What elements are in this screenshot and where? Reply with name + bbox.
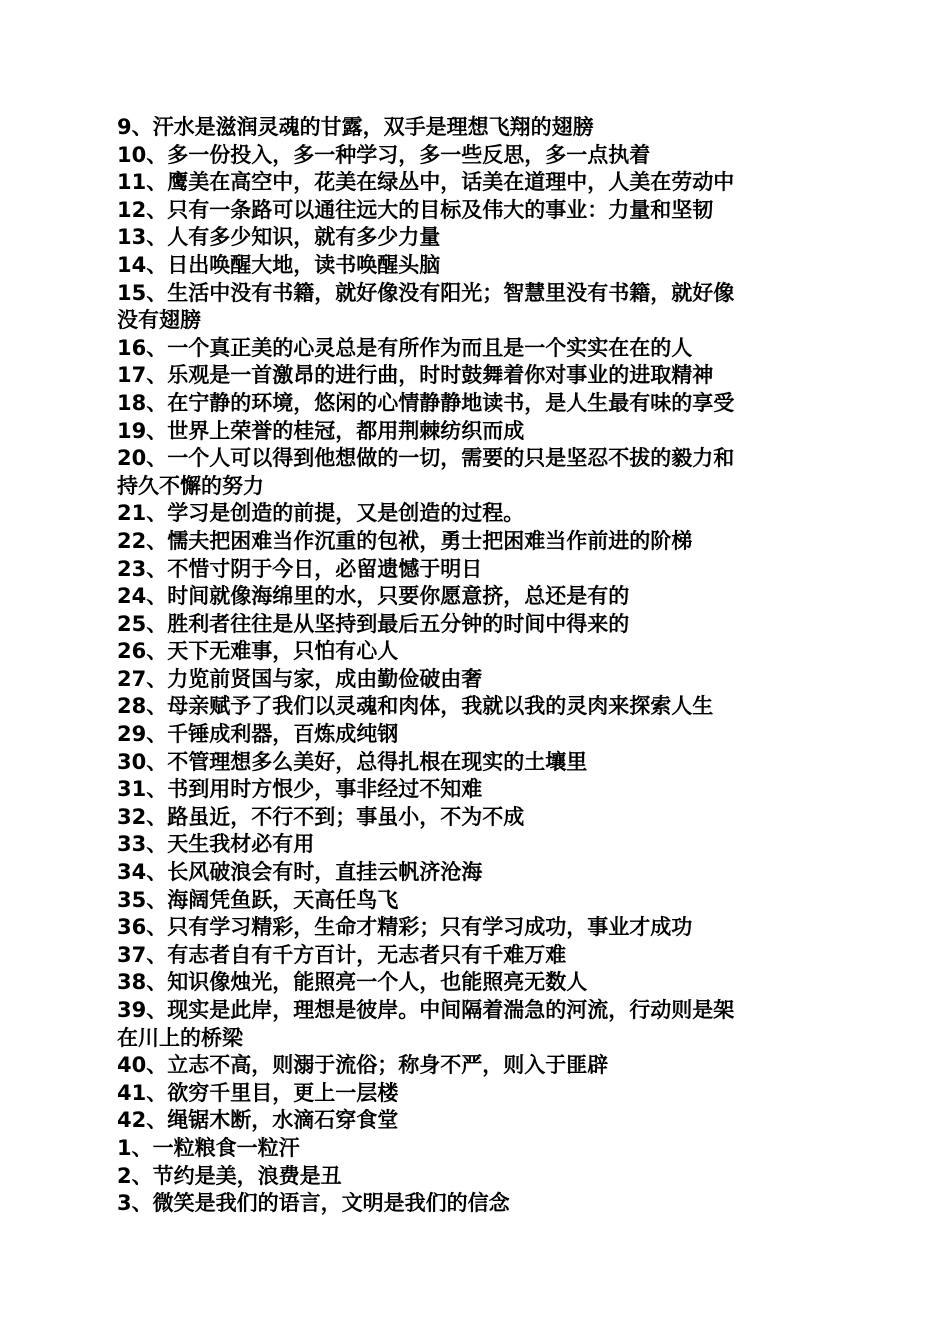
- text-line: 27、力览前贤国与家，成由勤俭破由奢: [117, 666, 483, 691]
- text-line: 38、知识像烛光，能照亮一个人，也能照亮无数人: [117, 970, 588, 995]
- text-line: 26、天下无难事，只怕有心人: [117, 639, 399, 664]
- text-line: 28、母亲赋予了我们以灵魂和肉体，我就以我的灵肉来探索人生: [117, 694, 714, 719]
- text-line: 持久不懈的努力: [117, 473, 264, 498]
- text-line: 37、有志者自有千方百计，无志者只有千难万难: [117, 942, 567, 967]
- text-line: 19、世界上荣誉的桂冠，都用荆棘纺织而成: [117, 418, 525, 443]
- text-line: 36、只有学习精彩，生命才精彩；只有学习成功，事业才成功: [117, 915, 693, 940]
- text-line: 9、汗水是滋润灵魂的甘露，双手是理想飞翔的翅膀: [117, 115, 594, 139]
- text-line: 18、在宁静的环境，悠闲的心情静静地读书，是人生最有味的享受: [117, 390, 735, 415]
- text-line: 34、长风破浪会有时，直挂云帆济沧海: [117, 860, 483, 885]
- text-line: 在川上的桥梁: [117, 1025, 243, 1050]
- text-line: 12、只有一条路可以通往远大的目标及伟大的事业：力量和坚韧: [117, 197, 714, 222]
- text-line: 22、懦夫把困难当作沉重的包袱，勇士把困难当作前进的阶梯: [117, 528, 693, 553]
- text-line: 33、天生我材必有用: [117, 832, 315, 857]
- text-line: 23、不惜寸阴于今日，必留遗憾于明日: [117, 556, 483, 581]
- text-line: 16、一个真正美的心灵总是有所作为而且是一个实实在在的人: [117, 335, 693, 360]
- text-line: 29、千锤成利器，百炼成纯钢: [117, 722, 399, 747]
- text-line: 39、现实是此岸，理想是彼岸。中间隔着湍急的河流，行动则是架: [117, 998, 735, 1022]
- text-line: 31、书到用时方恨少，事非经过不知难: [117, 777, 483, 802]
- text-line: 13、人有多少知识，就有多少力量: [117, 225, 441, 250]
- text-line: 20、一个人可以得到他想做的一切，需要的只是坚忍不拔的毅力和: [117, 446, 735, 471]
- quote-list: [117, 114, 823, 1218]
- text-line: 没有翅膀: [117, 308, 201, 333]
- text-line: 15、生活中没有书籍，就好像没有阳光；智慧里没有书籍，就好像: [117, 280, 735, 305]
- text-line: 24、时间就像海绵里的水，只要你愿意挤，总还是有的: [117, 584, 630, 609]
- text-line: 42、绳锯木断，水滴石穿食堂: [117, 1108, 399, 1133]
- text-line: 2、节约是美，浪费是丑: [117, 1163, 342, 1188]
- text-line: 32、路虽近，不行不到；事虽小，不为不成: [117, 804, 525, 829]
- text-line: 3、微笑是我们的语言，文明是我们的信念: [117, 1191, 510, 1216]
- text-line: 41、欲穷千里目，更上一层楼: [117, 1080, 399, 1105]
- text-line: 40、立志不高，则溺于流俗；称身不严，则入于匪辟: [117, 1053, 609, 1078]
- text-line: 25、胜利者往往是从坚持到最后五分钟的时间中得来的: [117, 611, 630, 636]
- text-line: 1、一粒粮食一粒汗: [117, 1135, 300, 1160]
- text-line: 21、学习是创造的前提，又是创造的过程。: [117, 501, 525, 526]
- text-line: 10、多一份投入，多一种学习，多一些反思，多一点执着: [117, 142, 651, 167]
- text-line: 35、海阔凭鱼跃，天高任鸟飞: [117, 887, 399, 912]
- text-line: 11、鹰美在高空中，花美在绿丛中，话美在道理中，人美在劳动中: [117, 170, 735, 195]
- text-line: 14、日出唤醒大地，读书唤醒头脑: [117, 252, 441, 277]
- text-line: 17、乐观是一首激昂的进行曲，时时鼓舞着你对事业的进取精神: [117, 363, 714, 388]
- text-line: 30、不管理想多么美好，总得扎根在现实的土壤里: [117, 749, 588, 774]
